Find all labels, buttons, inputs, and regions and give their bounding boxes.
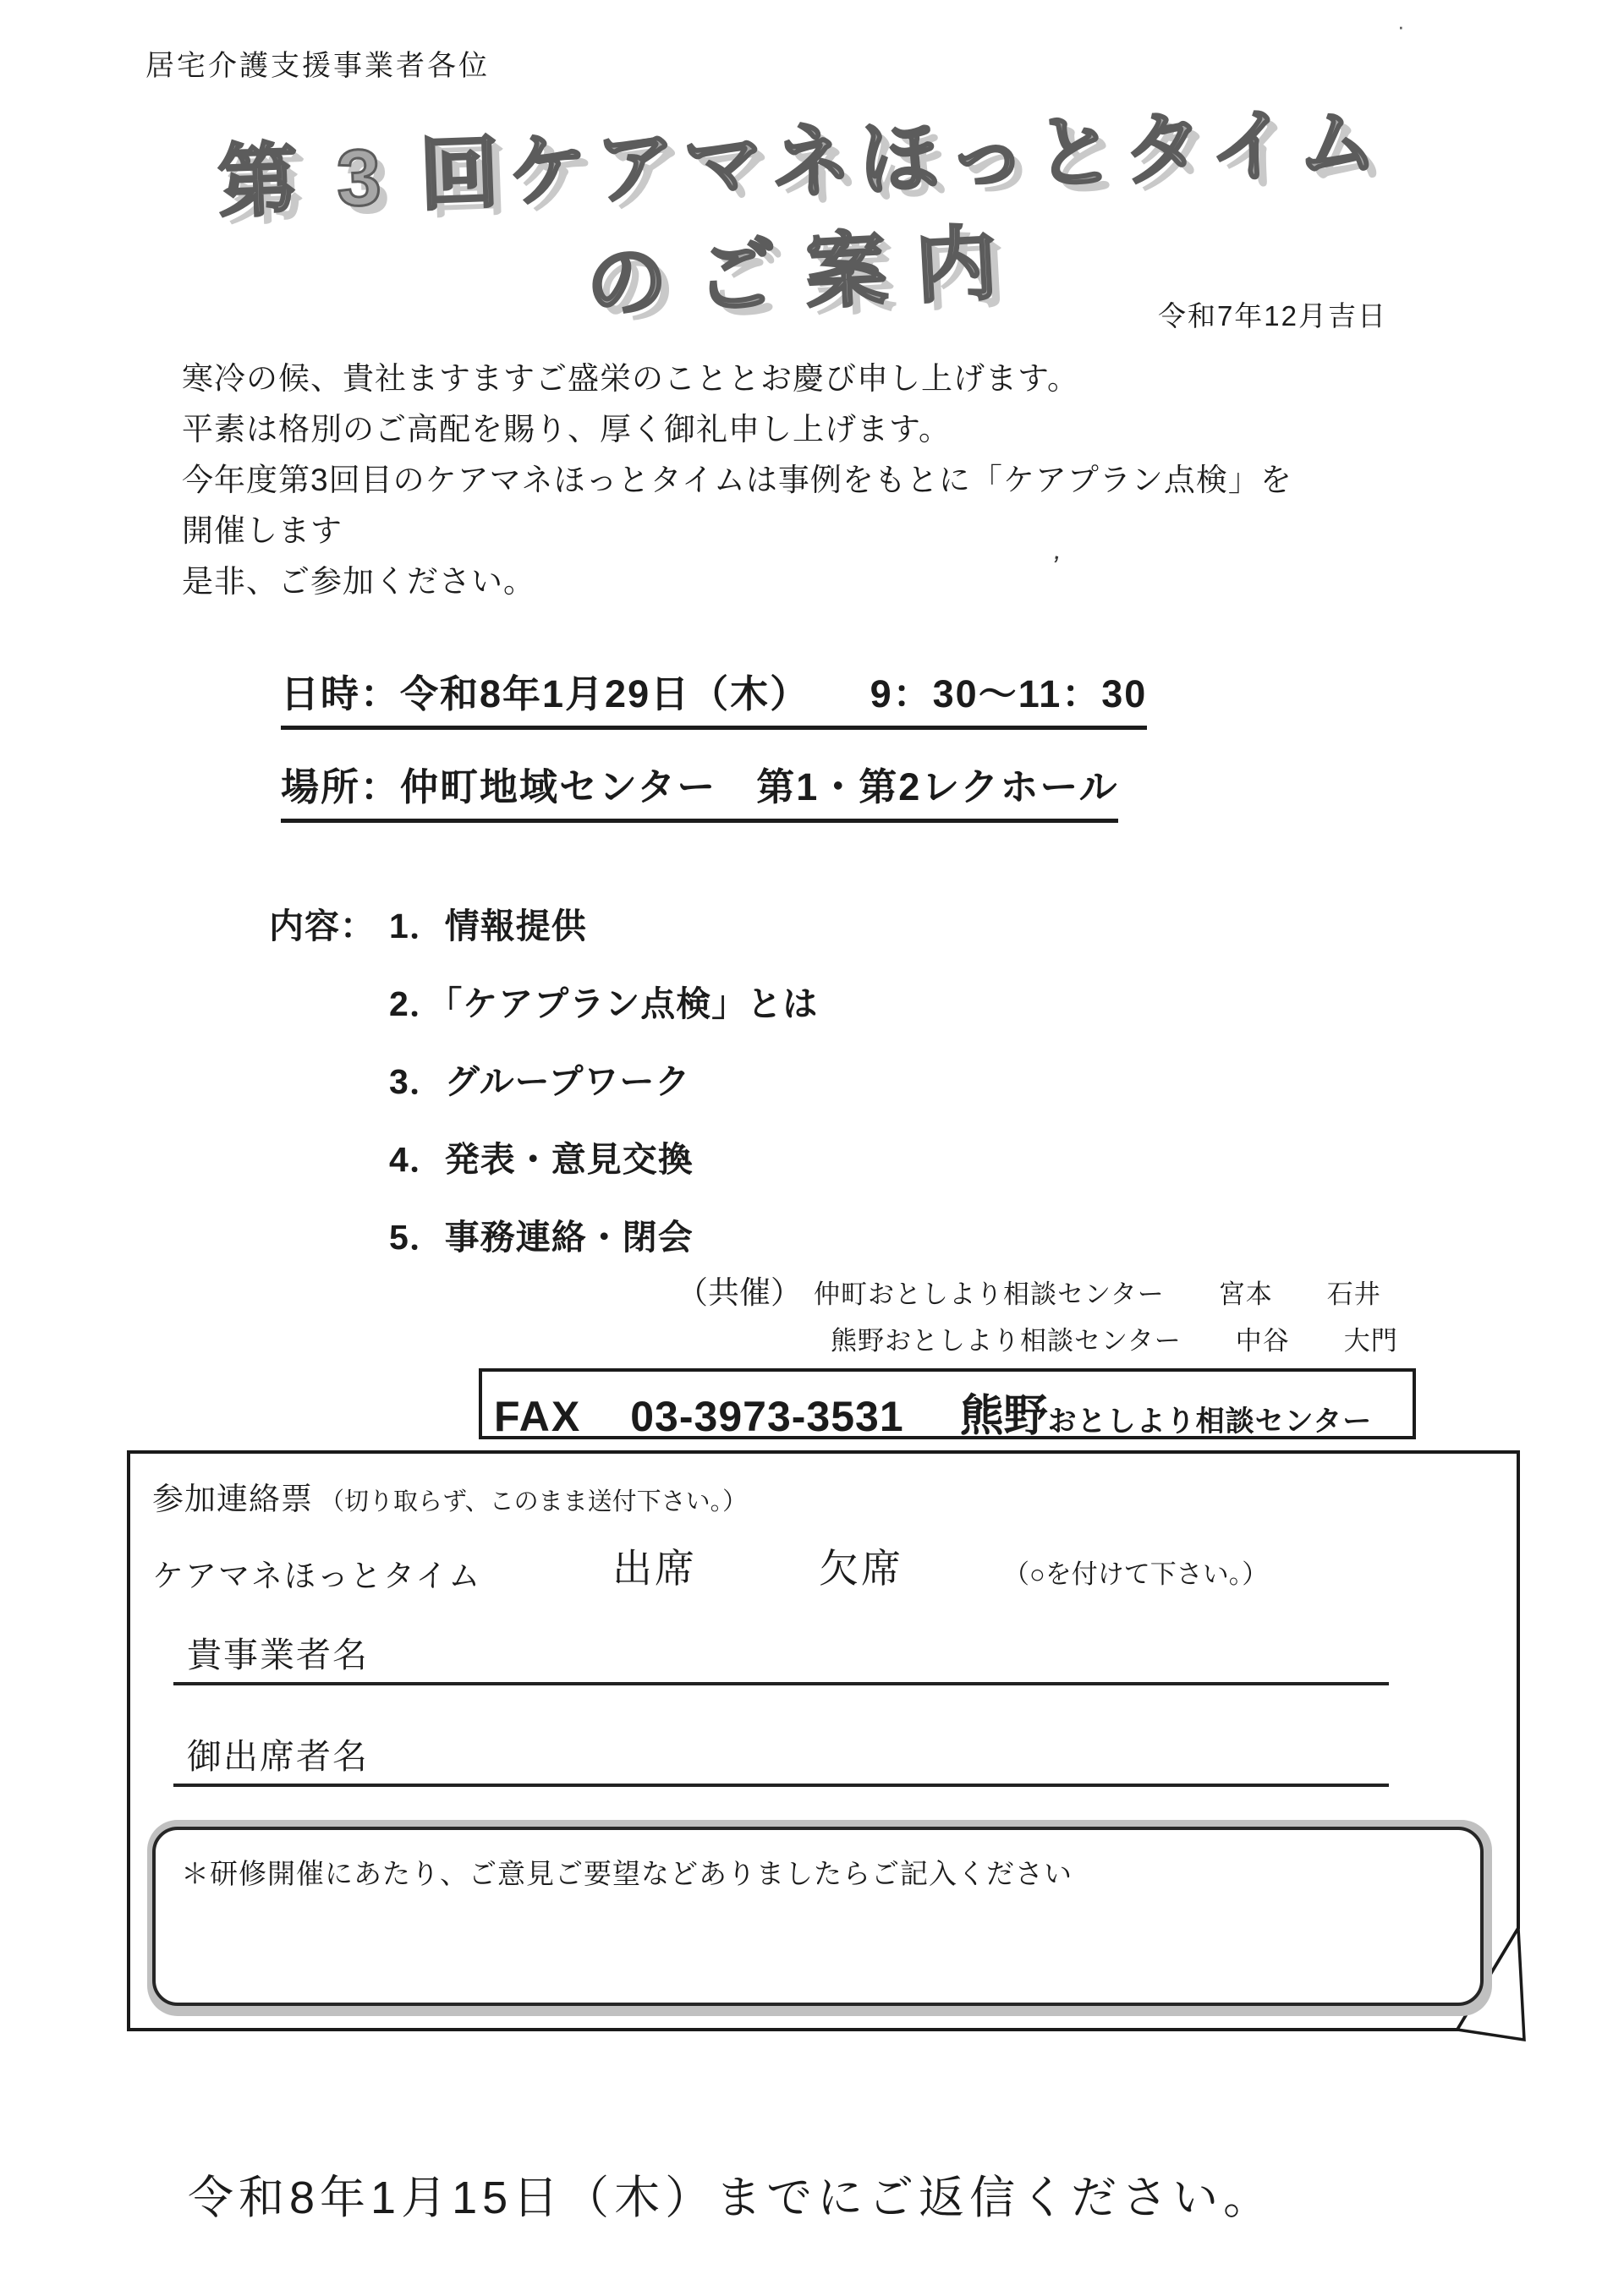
cohost-block — [677, 1267, 1381, 1312]
title-line-1: 第 3 回ケアマネほっとタイム — [217, 96, 1387, 227]
scan-artifact: · — [1397, 14, 1405, 39]
office-name-field: 貴事業者名 — [173, 1628, 1389, 1685]
title-line-2: のご案内 — [584, 216, 1029, 331]
datetime-line: 日時：令和8年1月29日（木） 9：30～11：30 — [281, 663, 1147, 730]
agenda-item: 2．「ケアプラン点検」とは — [389, 984, 819, 1023]
recipient-line: 居宅介護支援事業者各位 — [145, 50, 490, 82]
greeting-line: 開催します — [182, 513, 343, 548]
form-title: 参加連絡票 — [152, 1482, 313, 1516]
deadline-line: 令和8年1月15日（木）までにご返信ください。 — [188, 2173, 1275, 2223]
comment-box — [152, 1827, 1484, 2006]
cohost-line-1: 仲町おとしより相談センター 宮本 石井 — [814, 1280, 1381, 1309]
agenda-label: 内容： — [269, 907, 376, 945]
agenda-item: 3．グループワーク — [389, 1062, 691, 1101]
form-title-note: （切り取らず、このまま送付下さい。） — [320, 1488, 748, 1515]
cohost-label: （共催） — [677, 1275, 802, 1310]
greeting-line: 寒冷の候、貴社ますますご盛栄のこととお慶び申し上げます。 — [182, 361, 1080, 396]
circle-instruction: （○を付けて下さい。） — [1003, 1559, 1269, 1589]
fax-number: 03-3973-3531 — [630, 1393, 904, 1440]
agenda-item: 1．情報提供 — [389, 907, 587, 945]
form-title-row — [152, 1473, 747, 1519]
greeting-line: 平素は格別のご高配を賜り、厚く御礼申し上げます。 — [182, 412, 952, 447]
absent-option: 欠席 — [819, 1546, 903, 1591]
event-name: ケアマネほっとタイム — [152, 1559, 482, 1593]
place-line: 場所：仲町地域センター 第1・第2レクホール — [281, 756, 1118, 823]
scan-artifact: ʼ — [1048, 551, 1062, 584]
agenda-list — [389, 898, 818, 1287]
greeting-paragraph — [182, 353, 1292, 607]
greeting-line: 是非、ご参加ください。 — [182, 564, 535, 599]
fax-label: FAX — [494, 1393, 582, 1440]
issue-date: 令和7年12月吉日 — [1157, 300, 1387, 332]
agenda-item: 5．事務連絡・閉会 — [389, 1218, 694, 1257]
fax-office-name-large: 熊野 — [959, 1392, 1048, 1441]
fax-office-name-small: おとしより相談センター — [1047, 1406, 1373, 1438]
fax-box — [479, 1368, 1416, 1439]
greeting-line: 今年度第3回目のケアマネほっとタイムは事例をもとに「ケアプラン点検」を — [182, 463, 1292, 497]
cohost-line-2: 熊野おとしより相談センター 中谷 大門 — [831, 1326, 1398, 1356]
agenda-item: 4．発表・意見交換 — [389, 1140, 694, 1179]
comment-note: ＊研修開催にあたり、ご意見ご要望などありましたらご記入ください — [181, 1858, 1073, 1889]
attendee-name-field: 御出席者名 — [173, 1729, 1389, 1787]
attend-option: 出席 — [612, 1546, 697, 1591]
